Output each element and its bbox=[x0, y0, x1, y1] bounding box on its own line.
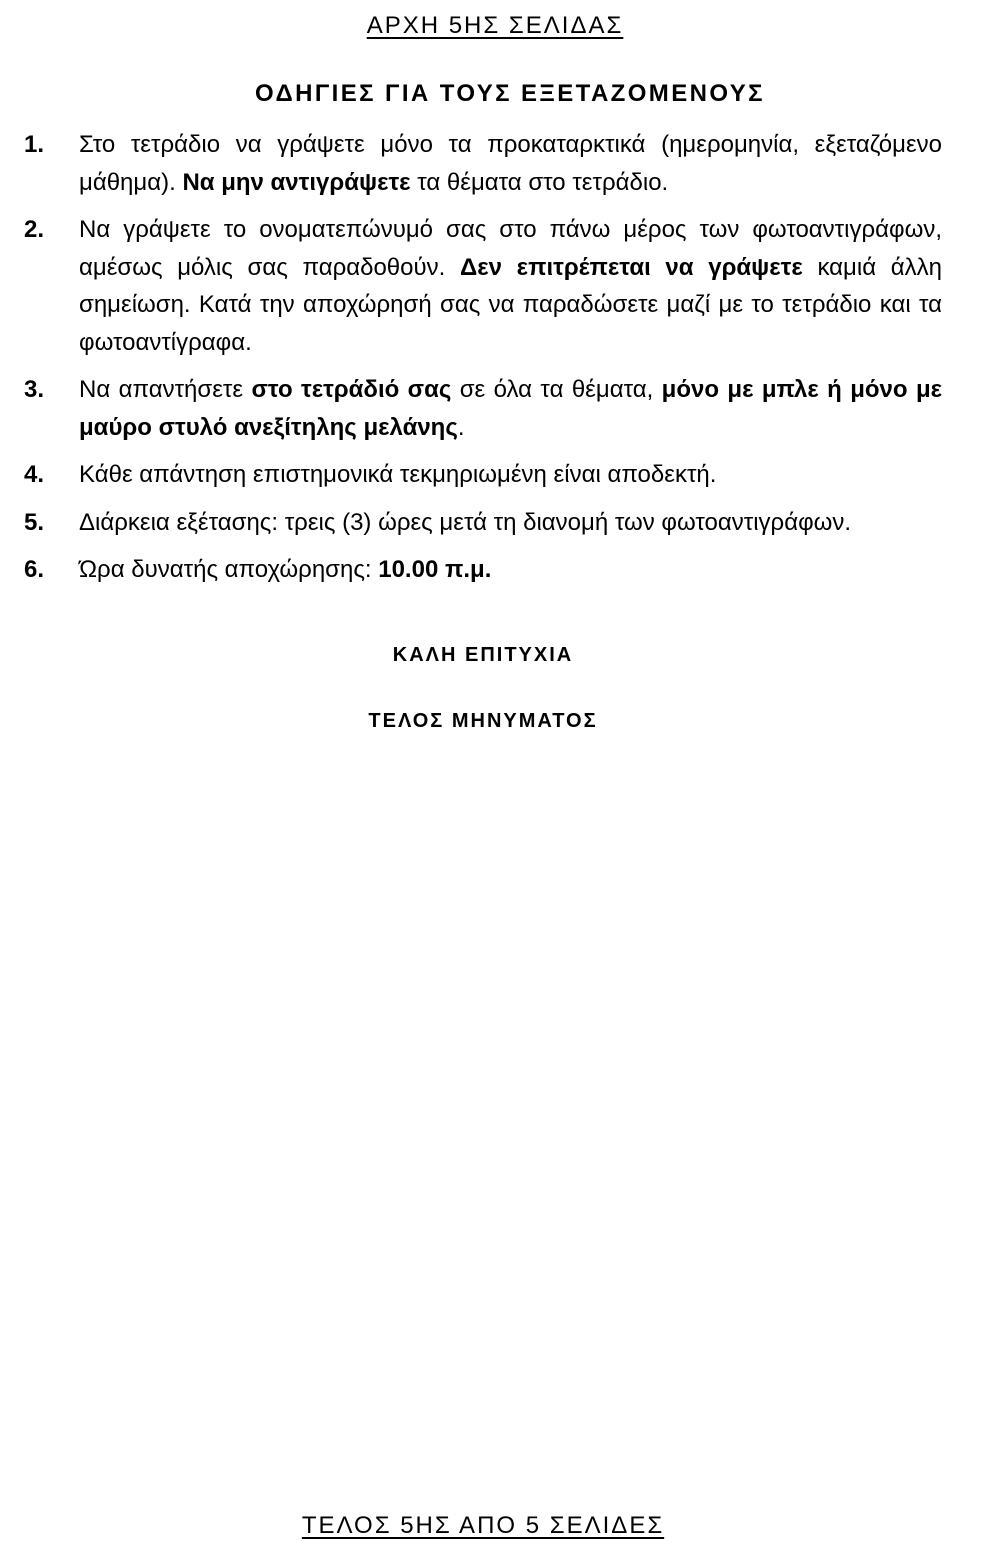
instruction-item-4 bbox=[24, 456, 942, 494]
text-segment: σε όλα τα θέματα, bbox=[451, 376, 662, 403]
item-number: 4. bbox=[24, 461, 45, 488]
text-segment-bold: Δεν επιτρέπεται να γράψετε bbox=[460, 253, 803, 281]
text-segment-bold: στο τετράδιό σας bbox=[251, 376, 452, 403]
instruction-item-2 bbox=[24, 211, 942, 361]
item-number: 6. bbox=[24, 556, 45, 583]
instructions-list bbox=[24, 126, 942, 599]
item-text bbox=[79, 551, 942, 589]
instruction-item-1 bbox=[24, 126, 942, 201]
item-number: 1. bbox=[24, 131, 45, 158]
page-footer: ΤΕΛΟΣ 5ΗΣ ΑΠΟ 5 ΣΕΛΙΔΕΣ bbox=[301, 1512, 665, 1539]
text-segment-bold: 10.00 π.μ. bbox=[378, 556, 492, 583]
item-text bbox=[79, 504, 942, 542]
page-header: ΑΡΧΗ 5ΗΣ ΣΕΛΙΔΑΣ bbox=[366, 12, 624, 39]
good-luck-message: ΚΑΛΗ ΕΠΙΤΥΧΙΑ bbox=[392, 644, 574, 666]
item-number: 2. bbox=[24, 216, 45, 243]
text-segment: Διάρκεια εξέτασης: τρεις (3) ώρες μετά τη διανομή των φωτοαντιγράφων. bbox=[79, 508, 852, 536]
text-segment-bold: μόνο με μπλε ή μόνο με μαύρο στυλό ανεξίτηλης μελάνης bbox=[79, 376, 943, 441]
item-number: 5. bbox=[24, 508, 45, 536]
text-segment: Να γράψετε το ονοματεπώνυμό σας στο πάνω μέρος των φωτοαντιγράφων, αμέσως μόλις σας παραδοθούν. bbox=[79, 216, 942, 281]
text-segment: Στο τετράδιο να γράψετε μόνο τα προκαταρκτικά (ημερομηνία, εξεταζόμενο μάθημα). bbox=[79, 131, 942, 196]
instructions-title: ΟΔΗΓΙΕΣ ΓΙΑ ΤΟΥΣ ΕΞΕΤΑΖΟΜΕΝΟΥΣ bbox=[255, 80, 765, 107]
text-segment-bold: Να μην αντιγράψετε bbox=[182, 168, 411, 196]
instruction-item-3 bbox=[24, 371, 942, 446]
text-segment: . bbox=[457, 413, 465, 441]
text-segment: καμιά άλλη σημείωση. Κατά την αποχώρησή σας να παραδώσετε μαζί με το τετράδιο και τα φωτοαντίγραφα. bbox=[79, 253, 942, 356]
text-segment: Ώρα δυνατής αποχώρησης: bbox=[79, 556, 379, 583]
item-text bbox=[79, 126, 942, 201]
item-text bbox=[79, 371, 942, 446]
item-number: 3. bbox=[24, 376, 45, 403]
instruction-item-6 bbox=[24, 551, 942, 589]
end-of-message: ΤΕΛΟΣ ΜΗΝΥΜΑΤΟΣ bbox=[368, 710, 598, 732]
text-segment: Κάθε απάντηση επιστημονικά τεκμηριωμένη είναι αποδεκτή. bbox=[79, 461, 717, 488]
item-text bbox=[79, 211, 942, 361]
text-segment: Να απαντήσετε bbox=[79, 376, 252, 403]
item-text bbox=[79, 456, 942, 494]
text-segment: τα θέματα στο τετράδιο. bbox=[410, 168, 669, 196]
instruction-item-5 bbox=[24, 504, 942, 542]
